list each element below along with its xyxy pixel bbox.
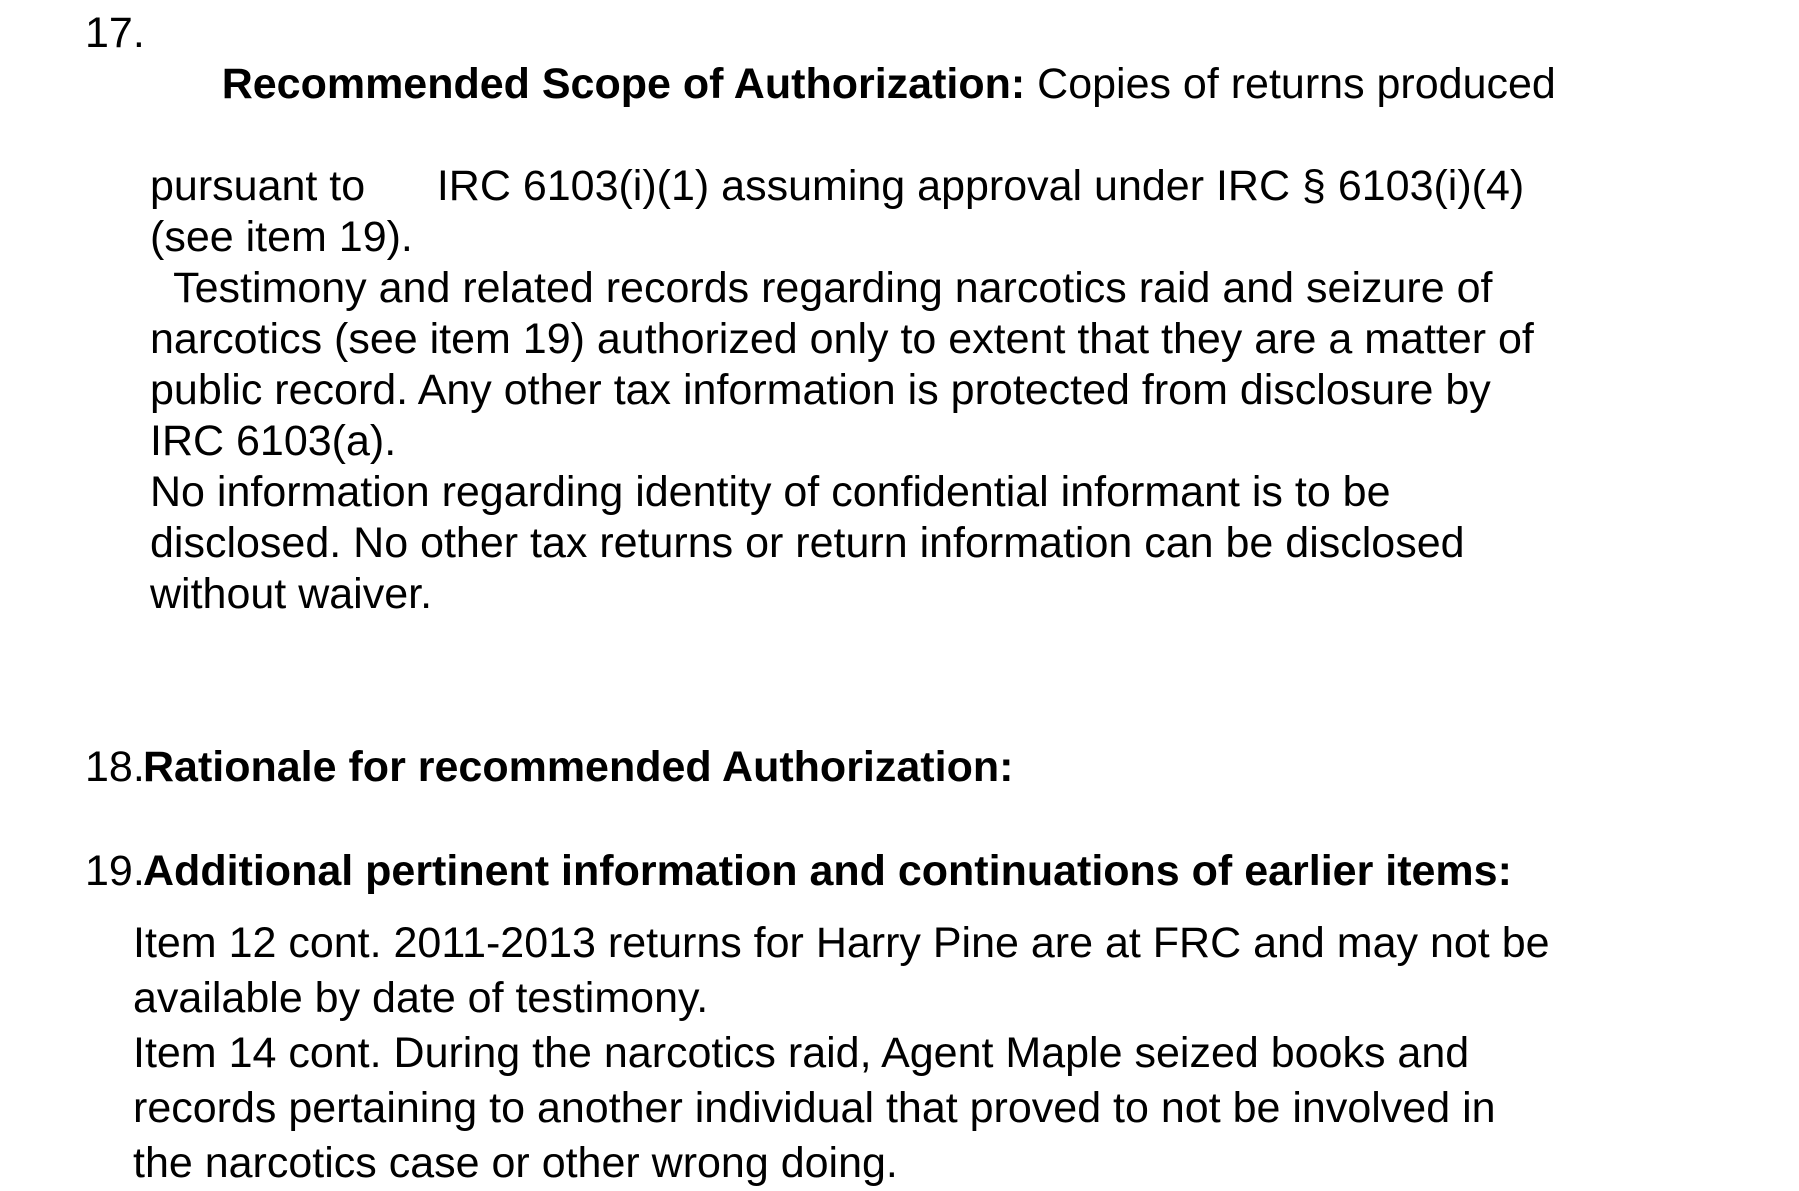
item-19-body: [0, 916, 1799, 1191]
doc-line: available by date of testimony.: [133, 974, 709, 1022]
item-18-number: 18.: [85, 743, 145, 791]
item-19: [0, 846, 1799, 897]
doc-line: Item 14 cont. During the narcotics raid, Agent Maple seized books and: [133, 1029, 1470, 1077]
doc-line: Item 12 cont. 2011-2013 returns for Harry Pine are at FRC and may not be: [133, 919, 1550, 967]
document-page: [0, 8, 1799, 1187]
doc-line: the narcotics case or other wrong doing.: [133, 1139, 898, 1187]
doc-line: public record. Any other tax information is protected from disclosure by: [150, 366, 1491, 414]
doc-line: Testimony and related records regarding narcotics raid and seizure of: [150, 264, 1493, 312]
doc-line: narcotics (see item 19) authorized only to extent that they are a matter of: [150, 315, 1534, 363]
doc-line: records pertaining to another individual that proved to not be involved in: [133, 1084, 1496, 1132]
item-17-number: 17.: [85, 9, 145, 57]
doc-line: No information regarding identity of confidential informant is to be: [150, 468, 1391, 516]
item-17-heading-line: [150, 8, 1799, 161]
doc-line: pursuant to IRC 6103(i)(1) assuming approval under IRC § 6103(i)(4): [150, 162, 1525, 210]
item-17: [0, 8, 1799, 620]
item-18: [0, 742, 1799, 793]
doc-line: without waiver.: [150, 570, 433, 618]
item-18-heading: Rationale for recommended Authorization:: [143, 743, 1014, 791]
item-19-number: 19.: [85, 847, 145, 895]
item-17-heading-rest: Copies of returns produced: [1025, 60, 1556, 108]
doc-line: disclosed. No other tax returns or return information can be disclosed: [150, 519, 1465, 567]
item-19-heading: Additional pertinent information and continuations of earlier items:: [143, 847, 1512, 895]
doc-line: (see item 19).: [150, 213, 413, 261]
doc-line: IRC 6103(a).: [150, 417, 397, 465]
item-17-heading: Recommended Scope of Authorization:: [221, 60, 1026, 108]
